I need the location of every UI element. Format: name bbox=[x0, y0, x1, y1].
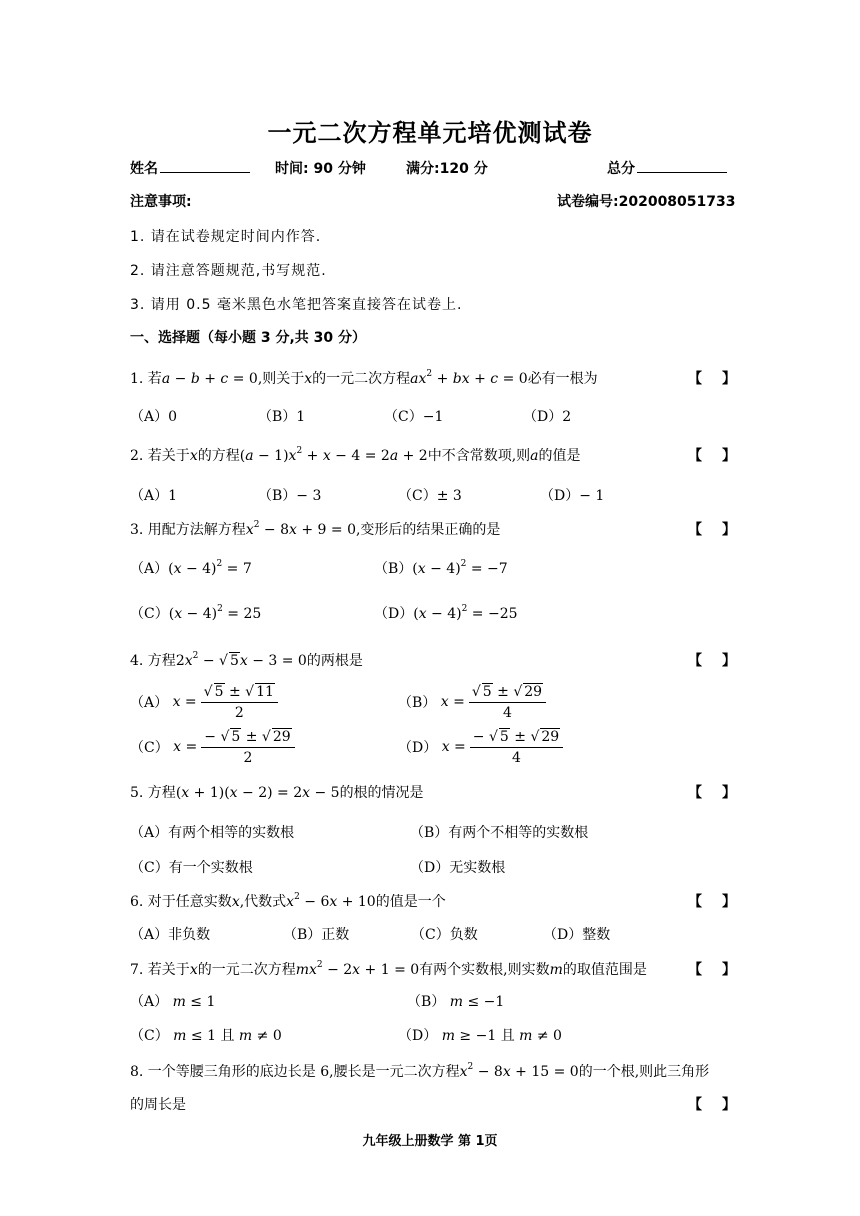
answer-bracket: 【】 bbox=[688, 1097, 756, 1113]
q5-option-b: （B）有两个不相等的实数根 bbox=[410, 825, 589, 841]
q6-option-b: （B）正数 bbox=[283, 927, 350, 943]
name-field bbox=[130, 158, 250, 178]
q6-option-c: （C）负数 bbox=[411, 927, 478, 943]
q1-option-a: （A）0 bbox=[130, 409, 178, 425]
q7-option-d: （D） m ≥ −1 且 m ≠ 0 bbox=[398, 1028, 562, 1044]
answer-bracket: 【】 bbox=[688, 894, 756, 910]
q2-option-b: （B）− 3 bbox=[258, 488, 322, 504]
q1-option-b: （B）1 bbox=[258, 409, 306, 425]
section-title: 一、选择题（每小题 3 分,共 30 分） bbox=[130, 330, 367, 346]
answer-bracket: 【】 bbox=[688, 522, 756, 538]
answer-bracket: 【】 bbox=[688, 653, 756, 669]
answer-bracket: 【】 bbox=[688, 785, 756, 801]
q5-option-d: （D）无实数根 bbox=[410, 860, 506, 876]
q3-option-b: $(B)(x - 4)^2 = -7$ bbox=[374, 559, 508, 577]
answer-bracket: 【】 bbox=[688, 371, 756, 387]
q7-option-a: （A） m ≤ 1 bbox=[130, 994, 216, 1010]
full-score-label: 满分:120 分 bbox=[406, 161, 488, 177]
question-6: 6. 对于任意实数x,代数式$x^2 - 6x + 10$的值是一个 bbox=[130, 892, 446, 910]
q6-option-a: （A）非负数 bbox=[130, 927, 211, 943]
question-4: 4. 方程$2x^2$ − √ 5x − 3 = 0的两根是 bbox=[130, 651, 363, 669]
page-title: 一元二次方程单元培优测试卷 bbox=[267, 118, 593, 147]
q4-option-a: （A） x = $\frac{√ 5 \pm √ 11}{2}$ bbox=[130, 682, 278, 722]
q2-option-d: （D）− 1 bbox=[540, 488, 605, 504]
question-2: 2. 若关于x的方程$(a - 1)x^2 + x - 4 = 2a + 2$中不含常数项,则a的值是 bbox=[130, 446, 581, 464]
question-8-continued: 的周长是 bbox=[130, 1097, 186, 1113]
note-item: 3. 请用 0.5 毫米黑色水笔把答案直接答在试卷上. bbox=[130, 297, 463, 313]
q2-option-a: （A）1 bbox=[130, 488, 178, 504]
q3-option-d: $(D)(x - 4)^2 = -25$ bbox=[374, 604, 518, 622]
question-7: 7. 若关于x的一元二次方程$mx^2 - 2x + 1 = 0$有两个实数根,则实数m的取值范围是 bbox=[130, 960, 647, 978]
exam-code: 试卷编号:202008051733 bbox=[557, 194, 736, 210]
time-label: 时间: 90 分钟 bbox=[275, 161, 366, 177]
total-blank bbox=[637, 158, 727, 173]
q3-option-a: $(A)(x - 4)^2 = 7$ bbox=[130, 559, 252, 577]
q3-option-c: $(C)(x - 4)^2 = 25$ bbox=[130, 604, 262, 622]
page-footer: 九年级上册数学 第 1页 bbox=[362, 1134, 498, 1149]
q2-option-c: （C）± 3 bbox=[398, 488, 462, 504]
q1-option-c: （C）−1 bbox=[384, 409, 444, 425]
q1-option-d: （D）2 bbox=[523, 409, 572, 425]
note-item: 2. 请注意答题规范,书写规范. bbox=[130, 263, 327, 279]
q4-option-c: （C） x = $\frac{- √ 5 \pm √ 29}{2}$ bbox=[130, 727, 295, 767]
question-5: 5. 方程(x + 1)(x − 2) = 2x − 5的根的情况是 bbox=[130, 785, 424, 801]
note-item: 1. 请在试卷规定时间内作答. bbox=[130, 229, 322, 245]
question-3: 3. 用配方法解方程$x^2 - 8x + 9 = 0$,变形后的结果正确的是 bbox=[130, 520, 501, 538]
q4-option-d: （D） x = $\frac{- √ 5 \pm √ 29}{4}$ bbox=[398, 727, 563, 767]
answer-bracket: 【】 bbox=[688, 962, 756, 978]
total-label: 总分 bbox=[607, 161, 635, 177]
q7-option-c: （C） m ≤ 1 且 m ≠ 0 bbox=[130, 1028, 282, 1044]
q5-option-a: （A）有两个相等的实数根 bbox=[130, 825, 295, 841]
answer-bracket: 【】 bbox=[688, 448, 756, 464]
name-label: 姓名 bbox=[130, 161, 158, 177]
name-blank bbox=[160, 158, 250, 173]
q6-option-d: （D）整数 bbox=[543, 927, 611, 943]
question-8: 8. 一个等腰三角形的底边长是 6,腰长是一元二次方程$x^2 - 8x + 15 = 0$的一个根,则此三角形 bbox=[130, 1062, 710, 1080]
question-1: 1. 若a − b + c = 0,则关于x的一元二次方程$ax^2$ + bx + c = 0必有一根为 bbox=[130, 369, 598, 387]
q5-option-c: （C）有一个实数根 bbox=[130, 860, 253, 876]
q7-option-b: （B） m ≤ −1 bbox=[407, 994, 505, 1010]
q4-option-b: （B） x = $\frac{√ 5 \pm √ 29}{4}$ bbox=[398, 682, 546, 722]
notes-label: 注意事项: bbox=[130, 194, 192, 210]
total-field bbox=[607, 158, 727, 178]
